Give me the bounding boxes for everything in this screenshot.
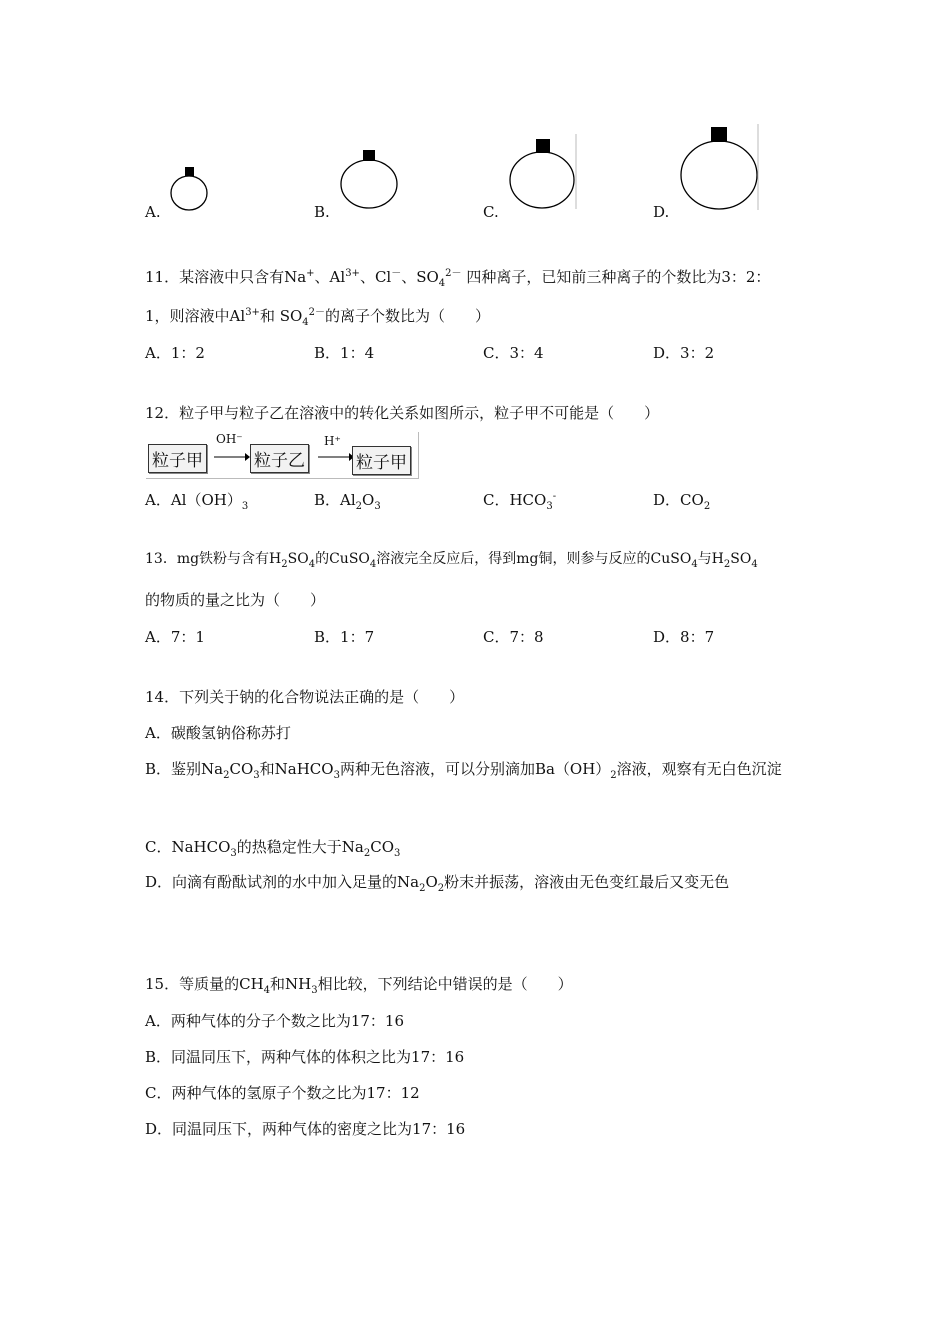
balloon-a-icon [168, 165, 210, 213]
q11-option-b[interactable]: B．1：4 [314, 344, 375, 362]
q11-stem-line2: 1，则溶液中$Al^{3+}$和 $SO_4^{2-}$的离子个数比为（ ） [145, 307, 491, 328]
balloon-d-icon [678, 124, 762, 214]
q14-stem: 14．下列关于钠的化合物说法正确的是（ ） [145, 688, 465, 706]
q10-option-a[interactable]: A. [145, 203, 161, 221]
q13-stem-line1: 13．mg铁粉与含有$H_2SO_4$的CuSO$_4$溶液完全反应后，得到mg铜，则参与反应的CuSO$_4$与$H_2SO_4$ [145, 551, 758, 570]
q11-option-d[interactable]: D．3：2 [653, 344, 715, 362]
q14-option-a[interactable]: A．碳酸氢钠俗称苏打 [145, 724, 291, 742]
q14-option-d[interactable]: D．向滴有酚酞试剂的水中加入足量的$Na_2O_2$粉末并振荡，溶液由无色变红最后又变无色 [145, 873, 730, 894]
q13-option-d[interactable]: D．8：7 [653, 628, 715, 646]
q10-option-b[interactable]: B. [314, 203, 330, 221]
chain-arrow2-label: H⁺ [324, 434, 341, 448]
q15-option-d[interactable]: D．同温同压下，两种气体的密度之比为17：16 [145, 1120, 466, 1138]
chain-box-3: 粒子甲 [352, 446, 411, 475]
q14-option-b[interactable]: B．鉴别$Na_2CO_3$和NaHCO$_3$两种无色溶液，可以分别滴加$Ba(OH)_2$溶液，观察有无白色沉淀 [145, 760, 782, 781]
chain-arrow1-label: OH⁻ [216, 432, 243, 446]
q12-conversion-diagram [146, 432, 418, 478]
q11-option-c[interactable]: C．3：4 [483, 344, 544, 362]
balloon-b-icon [339, 148, 403, 212]
q13-option-b[interactable]: B．1：7 [314, 628, 375, 646]
chain-box-1: 粒子甲 [148, 444, 207, 473]
q15-option-c[interactable]: C．两种气体的氢原子个数之比为17：12 [145, 1084, 420, 1102]
q14-option-c[interactable]: C．NaHCO$_3$的热稳定性大于$Na_2CO_3$ [145, 838, 401, 859]
q11-option-a[interactable]: A．1：2 [145, 344, 205, 362]
arrow-right-icon [214, 452, 250, 462]
q10-option-c[interactable]: C. [483, 203, 499, 221]
q12-option-c[interactable]: C．$HCO_3^-$ [483, 491, 557, 512]
arrow-right-icon [318, 452, 354, 462]
q12-option-b[interactable]: B．$Al_2O_3$ [314, 491, 381, 512]
balloon-c-icon [508, 134, 578, 214]
q13-option-c[interactable]: C．7：8 [483, 628, 544, 646]
q13-stem-line2: 的物质的量之比为（ ） [145, 591, 326, 609]
q12-option-a[interactable]: A．$Al(OH)_3$ [145, 491, 249, 512]
q15-stem: 15．等质量的$CH_4$和$NH_3$相比较，下列结论中错误的是（ ） [145, 975, 573, 996]
q15-option-a[interactable]: A．两种气体的分子个数之比为17：16 [145, 1012, 405, 1030]
q13-option-a[interactable]: A．7：1 [145, 628, 205, 646]
q12-stem: 12．粒子甲与粒子乙在溶液中的转化关系如图所示，粒子甲不可能是（ ） [145, 404, 660, 422]
chain-box-2: 粒子乙 [250, 444, 309, 473]
q15-option-b[interactable]: B．同温同压下，两种气体的体积之比为17：16 [145, 1048, 465, 1066]
q11-stem-line1: 11．某溶液中只含有Na+、$Al^{3+}$、Cl－、$SO_4^{2-}$ 四种离子，已知前三种离子的个数比为3：2： [145, 268, 771, 289]
q10-option-d[interactable]: D. [653, 203, 670, 221]
q12-option-d[interactable]: D．$CO_2$ [653, 491, 711, 512]
